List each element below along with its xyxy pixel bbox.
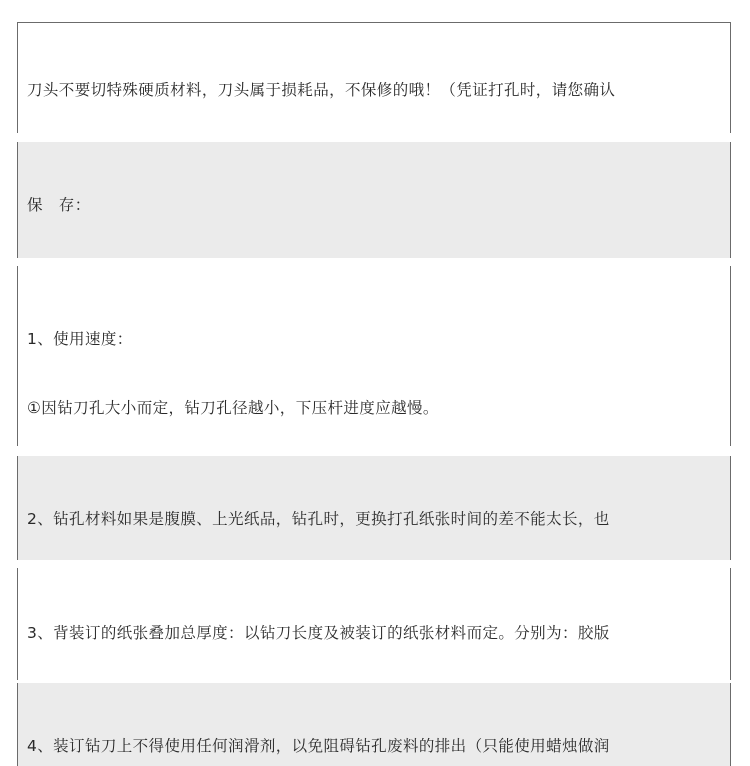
storage-section <box>17 142 731 258</box>
speed-line: ①因钻刀孔大小而定，钻刀孔径越小，下压杆进度应越慢。 <box>27 399 439 417</box>
speed-title: 1、使用速度： <box>27 330 133 348</box>
speed-section <box>17 266 731 446</box>
storage-title: 保 存： <box>27 196 91 214</box>
lubricant-line: 4、装订钻刀上不得使用任何润滑剂，以免阻碍钻孔废料的排出（只能使用蜡烛做润 <box>27 737 610 755</box>
lubricant-section <box>17 683 731 766</box>
intro-section <box>17 22 731 133</box>
material-section <box>17 456 731 560</box>
thickness-section <box>17 568 731 680</box>
intro-line: 刀头不要切特殊硬质材料，刀头属于损耗品，不保修的哦！（凭证打孔时，请您确认 <box>27 81 616 99</box>
thickness-line: 3、背装订的纸张叠加总厚度：以钻刀长度及被装订的纸张材料而定。分别为：胶版 <box>27 624 610 642</box>
material-line: 2、钻孔材料如果是腹膜、上光纸品，钻孔时，更换打孔纸张时间的差不能太长，也 <box>27 510 610 528</box>
